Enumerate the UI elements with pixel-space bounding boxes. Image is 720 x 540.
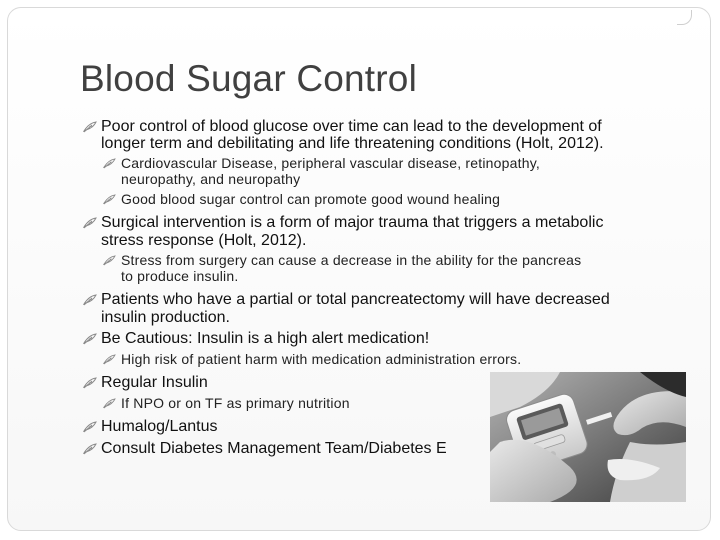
sub-bullet-text: Cardiovascular Disease, peripheral vascular disease, retinopathy, <box>121 155 540 171</box>
sub-bullet-text: neuropathy, and neuropathy <box>121 171 301 187</box>
feather-bullet-icon <box>103 397 116 408</box>
feather-bullet-icon <box>103 353 116 364</box>
sub-bullet-text: If NPO or on TF as primary nutrition <box>121 395 350 411</box>
sub-bullet-text: High risk of patient harm with medication administration errors. <box>121 351 522 367</box>
feather-bullet-icon <box>83 376 97 388</box>
sub-bullet-text: Good blood sugar control can promote good wound healing <box>121 191 501 207</box>
feather-bullet-icon <box>83 332 97 344</box>
feather-bullet-icon <box>83 216 97 228</box>
feather-bullet-icon <box>103 254 116 265</box>
slide-corner-decoration <box>677 10 692 25</box>
slide-title: Blood Sugar Control <box>80 58 417 99</box>
bullet-text: longer term and debilitating and life threatening conditions (Holt, 2012). <box>101 135 604 152</box>
feather-bullet-icon <box>83 120 97 132</box>
sub-bullet-text: to produce insulin. <box>121 268 239 284</box>
bullet-text: Consult Diabetes Management Team/Diabetes E <box>101 440 447 457</box>
feather-bullet-icon <box>83 420 97 432</box>
bullet-text: Be Cautious: Insulin is a high alert medication! <box>101 330 430 347</box>
bullet-text: Surgical intervention is a form of major trauma that triggers a metabolic <box>101 214 604 231</box>
bullet-text: Poor control of blood glucose over time can lead to the development of <box>101 118 602 135</box>
bullet-text: stress response (Holt, 2012). <box>101 232 307 249</box>
feather-bullet-icon <box>83 442 97 454</box>
feather-bullet-icon <box>83 293 97 305</box>
feather-bullet-icon <box>103 193 116 204</box>
bullet-text: Regular Insulin <box>101 374 208 391</box>
feather-bullet-icon <box>103 157 116 168</box>
bullet-text: Patients who have a partial or total pancreatectomy will have decreased <box>101 291 610 308</box>
bullet-text: Humalog/Lantus <box>101 418 218 435</box>
glucose-meter-photo <box>490 372 686 502</box>
sub-bullet-text: Stress from surgery can cause a decrease in the ability for the pancreas <box>121 252 582 268</box>
bullet-text: insulin production. <box>101 309 230 326</box>
